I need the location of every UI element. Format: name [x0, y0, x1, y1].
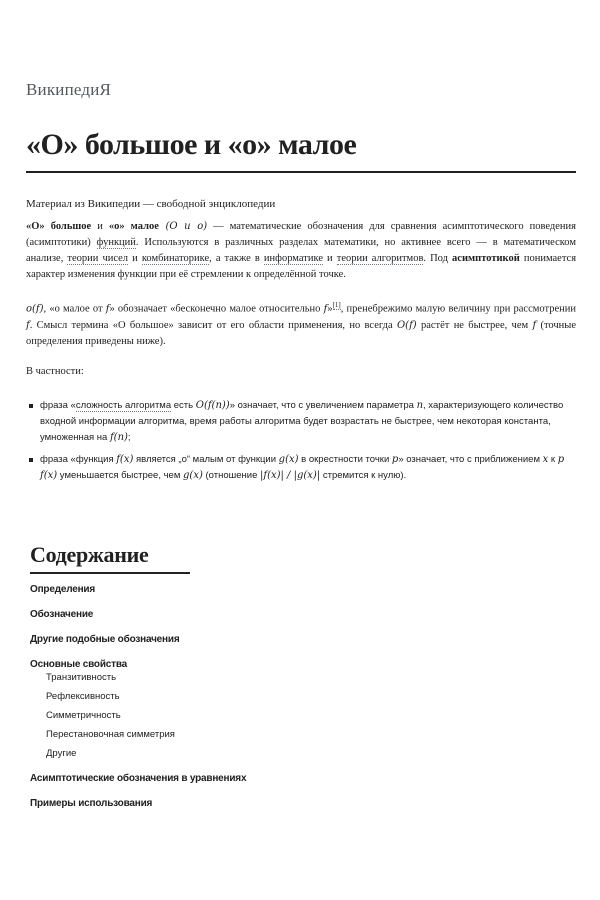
link-functions[interactable]: функций: [96, 237, 136, 248]
link-informatics[interactable]: информатике: [263, 253, 323, 264]
text: . Под: [423, 253, 453, 264]
toc-subitem-permutation-symmetry[interactable]: Перестановочная симметрия: [46, 729, 175, 740]
toc-title: Содержание: [30, 542, 190, 574]
math-inline: O(f): [396, 319, 417, 331]
math-inline: |f(x)| / |g(x)|: [260, 469, 321, 481]
math-inline: f(n): [109, 431, 128, 443]
math-inline: o(f): [26, 303, 44, 315]
text: , «o малое от: [43, 303, 106, 315]
math-inline: f: [532, 319, 537, 331]
term-asymptotics: асимптотикой: [452, 253, 520, 264]
intro-paragraph: [26, 219, 576, 283]
text: и: [322, 253, 337, 264]
math-inline: O(f(n)): [195, 399, 230, 411]
text: »: [327, 303, 333, 315]
text: фраза «функция: [40, 453, 117, 465]
link-algorithm-theory[interactable]: теории алгоритмов: [336, 253, 424, 264]
text: есть: [171, 399, 196, 411]
text: понимается характер изменения функции при её стремлении к определённой точке.: [26, 253, 577, 280]
text: — математические обозначения для сравнения асимптотического поведения (асимптотики): [26, 221, 576, 248]
math-inline: n: [416, 399, 424, 411]
math-inline: g(x): [278, 453, 299, 465]
toc-list: [30, 584, 330, 809]
bullet-icon: [29, 404, 33, 408]
math-inline: f: [323, 303, 328, 315]
math-inline: p: [557, 453, 565, 465]
text: , характеризующего количество входной информации алгоритма, время работы алгоритма будет возрастать не быстрее, чем некоторая константа, умноженная на: [40, 399, 564, 443]
link-algorithm-complexity[interactable]: сложность алгоритма: [75, 399, 172, 411]
toc-subitem-transitivity[interactable]: Транзитивность: [46, 672, 117, 683]
text: , а также в: [209, 253, 264, 264]
text: и: [128, 253, 142, 264]
text: к: [548, 453, 558, 465]
toc-item-other-notations[interactable]: Другие подобные обозначения: [30, 634, 180, 645]
link-number-theory[interactable]: теории чисел: [67, 253, 129, 264]
definition-paragraph: [26, 297, 576, 350]
text: стремится к нулю).: [320, 469, 407, 481]
toc-item-notation[interactable]: Обозначение: [30, 609, 94, 620]
in-particular: В частности:: [26, 365, 84, 377]
text: является „о“ малым от функции: [133, 453, 279, 465]
toc-item-examples[interactable]: Примеры использования: [30, 798, 153, 809]
list-item: [40, 398, 576, 446]
text: (отношение: [202, 469, 260, 481]
math-symbols: (O и o): [158, 221, 208, 232]
term-little-o: «o» малое: [108, 221, 159, 232]
article-body: [26, 198, 576, 490]
math-inline: f(x): [40, 469, 58, 481]
wikipedia-logo[interactable]: ВикипедиЯ: [26, 80, 112, 99]
math-inline: f: [105, 303, 110, 315]
math-inline: g(x): [183, 469, 203, 481]
text: фраза «: [40, 399, 76, 411]
toc-item-equations[interactable]: Асимптотические обозначения в уравнениях: [30, 773, 247, 784]
text: . Смысл термина «О большое» зависит от его области применения, но всегда: [29, 319, 397, 331]
math-inline: f(x): [116, 453, 134, 465]
text: и: [91, 221, 109, 232]
text: растёт не быстрее, чем: [416, 319, 533, 331]
toc-subitem-other[interactable]: Другие: [46, 748, 77, 759]
text: ;: [127, 431, 131, 443]
page-title: «O» большое и «o» малое: [26, 128, 576, 173]
link-combinatorics[interactable]: комбинаторике: [141, 253, 210, 264]
toc-subitem-symmetry[interactable]: Симметричность: [46, 710, 121, 721]
list-item: [40, 452, 576, 484]
site-tagline: Материал из Википедии — свободной энциклопедии: [26, 198, 276, 210]
text: » означает, что с приближением: [398, 453, 543, 465]
toc-subitem-reflexivity[interactable]: Рефлексивность: [46, 691, 120, 702]
reference-link[interactable]: [1]: [332, 301, 341, 309]
text: в окрестности точки: [298, 453, 392, 465]
text: . Используются в различных разделах математики, но активнее всего — в математическом анализе,: [26, 237, 577, 264]
text: » означает, что с увеличением параметра: [229, 399, 417, 411]
text: уменьшается быстрее, чем: [57, 469, 184, 481]
math-inline: p: [391, 453, 399, 465]
text: (точные определения приведены ниже).: [26, 319, 577, 347]
math-inline: x: [542, 453, 549, 465]
toc-item-definitions[interactable]: Определения: [30, 584, 96, 595]
math-inline: f: [26, 319, 30, 331]
text: , пренебрежимо малую величину при рассмотрении: [340, 303, 576, 315]
toc-item-properties[interactable]: Основные свойства: [30, 659, 128, 670]
term-big-o: «O» большое: [26, 221, 92, 232]
bullet-icon: [29, 458, 33, 462]
table-of-contents: [30, 542, 330, 823]
text: » обозначает «бесконечно малое относительно: [109, 303, 324, 315]
examples-list: [26, 398, 576, 484]
